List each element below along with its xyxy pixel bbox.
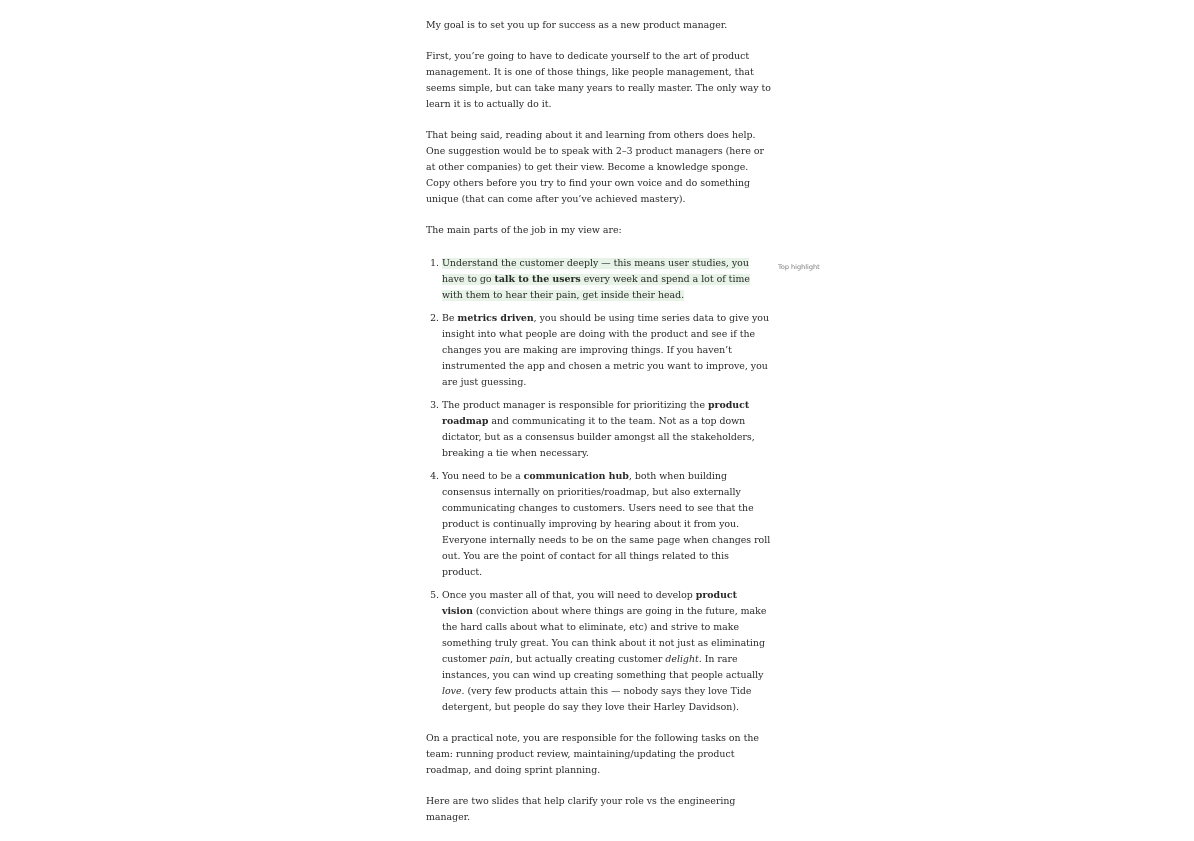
paragraph-learning: That being said, reading about it and learning from others does help. One suggestion would be to speak with 2–3 product managers (here or at other companies) to get their view. Become a knowledge sponge. Copy others before you try to find your own voice and do something unique (that can come after you’ve achieved mastery). — [426, 130, 764, 205]
article-body — [426, 18, 771, 841]
top-highlighted-text[interactable]: Understand the customer deeply — this means user studies, you have to go talk to the users every week and spend a lot of time with them to hear their pain, get inside their head. — [442, 258, 750, 301]
bold-phrase: product roadmap — [442, 400, 750, 427]
job-parts-list — [426, 256, 771, 716]
top-highlight-label: Top highlight — [778, 263, 820, 271]
bold-phrase: product vision — [442, 590, 737, 617]
paragraph-dedicate: First, you’re going to have to dedicate yourself to the art of product management. It is one of those things, like people management, that seems simple, but can take many years to really master. The only way to learn it is to actually do it. — [426, 51, 771, 110]
bold-phrase: communication hub — [523, 471, 629, 482]
bold-phrase: metrics driven — [457, 313, 534, 324]
italic-word: delight — [665, 654, 699, 665]
bold-phrase: talk to the users — [494, 274, 581, 285]
paragraph-practical-note: On a practical note, you are responsible for the following tasks on the team: running product review, maintaining/updating the product roadmap, and doing sprint planning. — [426, 733, 759, 776]
italic-word: pain — [489, 654, 511, 665]
list-item: 4. You need to be a communication hub, both when building consensus internally on priorities/roadmap, but also externally communicating changes to customers. Users need to see that the product is continually improving by hearing about it from you. Everyone internally needs to be on the same page when changes roll out. You are the point of contact for all things related to this product. — [442, 469, 771, 581]
paragraph-slides: Here are two slides that help clarify your role vs the engineering manager. — [426, 796, 736, 823]
list-item — [442, 256, 771, 304]
list-item: 5. Once you master all of that, you will need to develop product vision (conviction about where things are going in the future, make the hard calls about what to eliminate, etc) and strive to make something truly great. You can think about it not just as eliminating customer pain, but actually creating customer delight. In rare instances, you can wind up creating something that people actually love. (very few products attain this — nobody says they love Tide detergent, but people do say they love their Harley Davidson). — [442, 588, 771, 716]
paragraph-main-parts: The main parts of the job in my view are: — [426, 225, 622, 236]
list-item: 2. Be metrics driven, you should be using time series data to give you insight into what people are doing with the product and see if the changes you are making are improving things. If you haven’t instrumented the app and chosen a metric you want to improve, you are just guessing. — [442, 311, 771, 391]
paragraph-intro: My goal is to set you up for success as a new product manager. — [426, 20, 728, 31]
list-item: 3. The product manager is responsible for prioritizing the product roadmap and communicating it to the team. Not as a top down dictator, but as a consensus builder amongst all the stakeholders, breaking a tie when necessary. — [442, 398, 771, 462]
italic-word: love — [442, 686, 462, 697]
